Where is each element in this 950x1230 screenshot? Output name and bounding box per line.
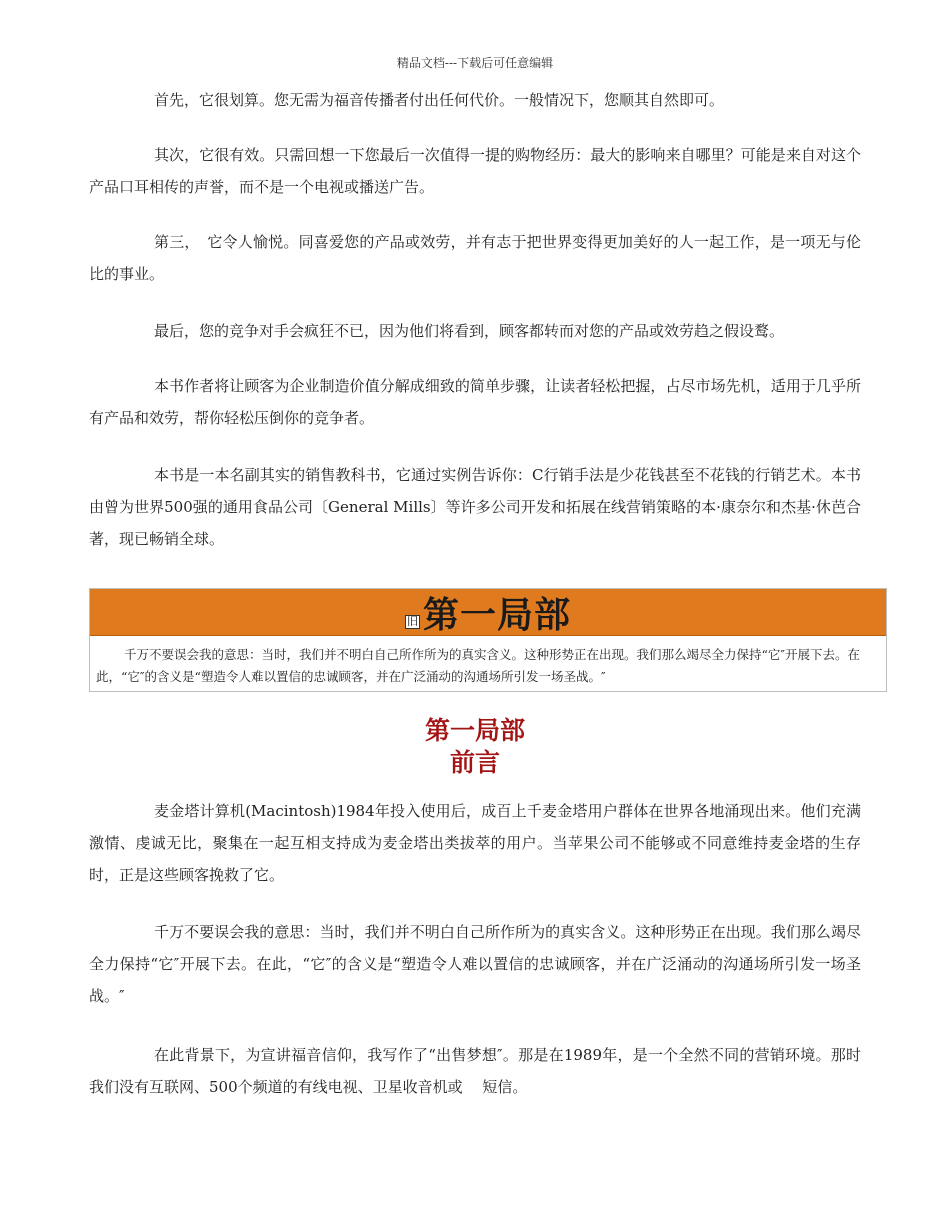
intro-paragraph-2: 其次，它很有效。只需回想一下您最后一次值得一提的购物经历：最大的影响来自哪里？可能是来自对这个产品口耳相传的声誉，而不是一个电视或播送广告。 <box>89 146 861 196</box>
page-header: 精品文档---下载后可任意编辑 <box>396 56 554 70</box>
chapter-banner <box>89 588 887 692</box>
banner-title-bar <box>90 589 886 636</box>
intro-paragraph-4: 最后，您的竞争对手会疯狂不已，因为他们将看到，顾客都转而对您的产品或效劳趋之假设鹜。 <box>154 322 785 340</box>
body-paragraph-1: 麦金塔计算机(Macintosh)1984年投入使用后，成百上千麦金塔用户群体在世界各地涌现出来。他们充满激情、虔诚无比，聚集在一起互相支持成为麦金塔出类拔萃的用户。当苹果公司不能够或不同意维持麦金塔的生存时，正是这些顾客挽救了它。 <box>89 802 861 884</box>
intro-paragraph-3: 第三， 它令人愉悦。同喜爱您的产品或效劳，并有志于把世界变得更加美好的人一起工作，是一项无与伦比的事业。 <box>89 233 861 283</box>
body-paragraph-2: 千万不要误会我的意思：当时，我们并不明白自己所作所为的真实含义。这种形势正在出现。我们那么竭尽全力保持“它″开展下去。在此，“它″的含义是“塑造令人难以置信的忠诚顾客，并在广泛涌动的沟通场所引发一场圣战。″ <box>89 923 861 1005</box>
legacy-icon: 旧 <box>406 615 418 628</box>
intro-paragraph-6: 本书是一本名副其实的销售教科书，它通过实例告诉你：C行销手法是少花钱甚至不花钱的行销艺术。本书由曾为世界500强的通用食品公司〔General Mills〕等许多公司开发和拓展在线营销策略的本·康奈尔和杰基·休芭合著，现已畅销全球。 <box>89 466 861 548</box>
section-heading <box>0 715 950 779</box>
banner-title: 第一局部 <box>422 594 571 636</box>
body-paragraph-3: 在此背景下，为宣讲福音信仰，我写作了“出售梦想″。那是在1989年，是一个全然不同的营销环境。那时我们没有互联网、500个频道的有线电视、卫星收音机或 短信。 <box>89 1046 861 1096</box>
intro-paragraph-1: 首先，它很划算。您无需为福音传播者付出任何代价。一般情况下，您顺其自然即可。 <box>154 91 725 109</box>
banner-body-text: 千万不要误会我的意思：当时，我们并不明白自己所作所为的真实含义。这种形势正在出现。我们那么竭尽全力保持“它″开展下去。在此，“它″的含义是“塑造令人难以置信的忠诚顾客，并在广泛涌动的沟通场所引发一场圣战。″ <box>96 647 861 684</box>
intro-paragraph-5: 本书作者将让顾客为企业制造价值分解成细致的简单步骤，让读者轻松把握，占尽市场先机，适用于几乎所有产品和效劳，帮你轻松压倒你的竞争者。 <box>89 377 861 427</box>
section-subtitle: 前言 <box>449 748 500 777</box>
section-title: 第一局部 <box>424 716 525 745</box>
